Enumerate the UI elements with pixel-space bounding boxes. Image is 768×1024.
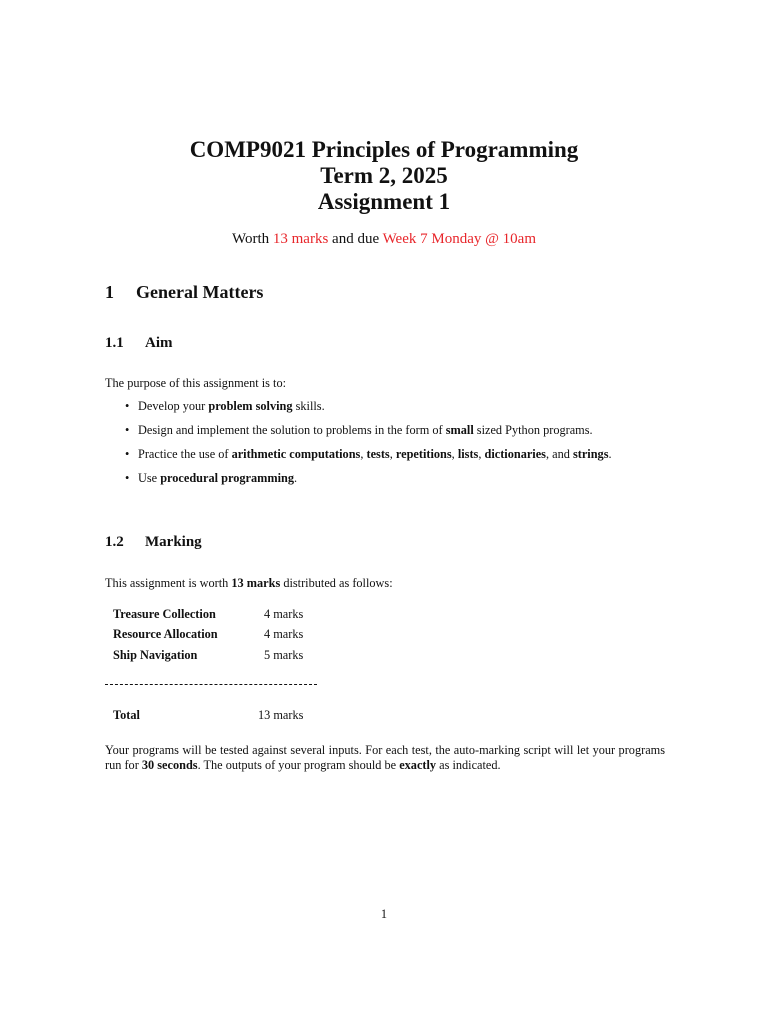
subsection-title: Marking xyxy=(145,534,202,550)
total-marks: 13 marks xyxy=(258,708,304,722)
due-date: Week 7 Monday @ 10am xyxy=(382,231,536,247)
task-marks: 4 marks xyxy=(264,606,304,621)
marks-table xyxy=(113,604,303,666)
page-number: 1 xyxy=(380,907,388,921)
worth-middle: and due xyxy=(328,231,383,247)
course-title: COMP9021 Principles of Programming xyxy=(189,137,579,162)
worth-line xyxy=(0,231,768,248)
worth-prefix: Worth xyxy=(232,231,273,247)
bullet-icon: • xyxy=(125,447,130,461)
bullet-icon: • xyxy=(125,471,130,485)
list-item: • Practice the use of arithmetic computations, tests, repetitions, lists, dictionaries, and strings. xyxy=(125,447,612,461)
total-label: Total xyxy=(113,708,140,722)
marking-closing: Your programs will be tested against several inputs. For each test, the auto-marking script will let your programs run for 30 seconds. The outputs of your program should be exactly as indicated. xyxy=(105,743,665,772)
task-marks: 5 marks xyxy=(264,647,304,662)
list-item: • Use procedural programming. xyxy=(125,471,298,485)
task-name: Treasure Collection xyxy=(113,606,216,621)
task-marks: 4 marks xyxy=(264,627,304,642)
section-heading-general-matters xyxy=(105,282,263,303)
document-title xyxy=(0,137,768,215)
subsection-heading-aim xyxy=(105,335,173,352)
total-row xyxy=(113,708,303,723)
table-row xyxy=(113,625,303,646)
list-item: • Develop your problem solving skills. xyxy=(125,399,325,413)
task-name: Resource Allocation xyxy=(113,627,218,642)
list-item: • Design and implement the solution to problems in the form of small sized Python programs. xyxy=(125,423,593,437)
term-title: Term 2, 2025 xyxy=(320,163,448,188)
marking-intro: This assignment is worth 13 marks distributed as follows: xyxy=(105,576,393,590)
table-row xyxy=(113,645,303,666)
task-name: Ship Navigation xyxy=(113,647,198,662)
aim-list xyxy=(105,399,665,495)
bullet-icon: • xyxy=(125,423,130,437)
dashed-divider xyxy=(105,684,317,685)
subsection-title: Aim xyxy=(145,335,173,351)
subsection-number: 1.2 xyxy=(105,534,124,550)
section-title: General Matters xyxy=(136,282,264,302)
aim-intro: The purpose of this assignment is to: xyxy=(105,376,287,390)
assignment-title: Assignment 1 xyxy=(317,189,451,214)
table-row xyxy=(113,604,303,625)
worth-marks: 13 marks xyxy=(272,231,329,247)
subsection-heading-marking xyxy=(105,534,202,551)
subsection-number: 1.1 xyxy=(105,335,124,351)
bullet-icon: • xyxy=(125,399,130,413)
section-number: 1 xyxy=(105,282,114,302)
